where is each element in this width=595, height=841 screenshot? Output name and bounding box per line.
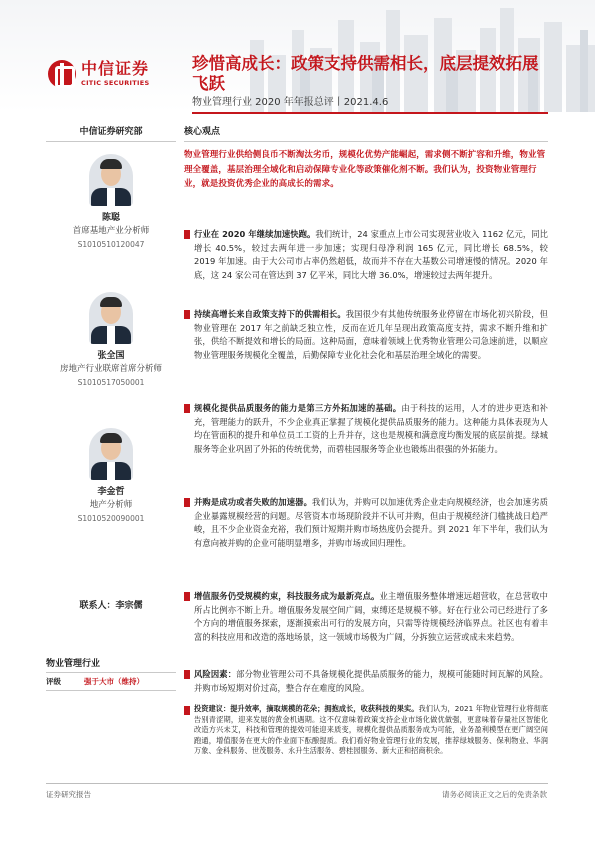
industry-rating-box: [46, 656, 176, 691]
footer-disclaimer-note: 请务必阅读正文之后的免责条款: [442, 790, 547, 799]
analyst-photo: [89, 292, 133, 344]
paragraph-body: 我国很少有其他传统服务业停留在市场化初兴阶段，但物业管理在 2017 年之前缺乏独立性，反而在近几年呈现出政策高度支持，需求不断升维和扩张，供给不断提效和增长的局面。这种局面，意味着领域上优秀物业管理公司急速前进，以顺应物业管理服务规模化全覆盖，后勤保障专业化社会化和基层治理全域化的需要。: [194, 309, 548, 360]
key-point-paragraph: [184, 402, 548, 456]
analyst-role: 房地产行业联席首席分析师: [59, 364, 162, 374]
analyst-card: [46, 154, 176, 249]
rating-row: [46, 676, 176, 691]
company-logo: [48, 60, 149, 88]
analyst-license-id: S1010510120047: [77, 240, 145, 249]
analyst-name: 陈聪: [101, 213, 120, 223]
analyst-role: 地产分析师: [89, 500, 133, 510]
analyst-card: [46, 428, 176, 523]
logo-chinese-name: 中信证券: [81, 59, 150, 79]
analyst-name: 张全国: [97, 351, 125, 361]
paragraph-body: 业主增值服务整体增速远超营收，在总营收中所占比例亦不断上升。增值服务发展空间广阔，束缚还是规模不够。好在行业公司已经进行了多个方向的增值服务探索，逐渐摸索出可行的发展方向，只需等待规模经济临界点。社区也有着丰富的科技应用和改造的落地场景，这一领域市场极为广阔，分拆独立运营或成未来趋势。: [194, 591, 548, 642]
left-sidebar: [46, 124, 176, 142]
footer-report-type: 证券研究报告: [46, 790, 91, 799]
logo-english-name: CITIC SECURITIES: [81, 79, 150, 88]
analyst-license-id: S1010520090001: [77, 514, 145, 523]
analyst-card: [46, 292, 176, 387]
paragraph-lead: 增值服务仍受规模约束，科技服务成为最新亮点。: [194, 591, 380, 601]
analyst-photo: [89, 428, 133, 480]
header-banner: [0, 0, 595, 112]
analyst-photo: [89, 154, 133, 206]
paragraph-body: 我们认为，并购可以加速优秀企业走向规模经济，也会加速劣质企业暴露规模经营的问题。尽管资本市场现阶段并不认可并购，但由于规模经济门槛挑战日趋严峻，且不少企业资金充裕，我们预计短期并购市场热度仍会提升。到 2021 年下半年，我们认为有意向被并购的企业可能明显增多，并购市场或回归理性。: [194, 497, 548, 548]
key-point-paragraph: [184, 496, 548, 550]
key-point-paragraph: [184, 228, 548, 282]
paragraph-lead: 行业在 2020 年继续加速快跑。: [194, 229, 316, 239]
bullet-marker: [184, 310, 190, 319]
summary-paragraph: 物业管理行业供给侧良币不断淘汰劣币，规模化优势产能崛起，需求侧不断扩容和升维，物业管理全覆盖，基层治理全域化和启动保障专业化等政策催化剂不断。我们认为，投资物业管理行业，就是投资优秀企业的高成长的需求。: [184, 150, 546, 189]
rating-label: 评级: [46, 677, 61, 686]
key-point-paragraph: [184, 704, 548, 757]
title-divider: [192, 112, 548, 114]
paragraph-lead: 规模化提供品质服务的能力是第三方外拓加速的基础。: [194, 403, 402, 413]
paragraph-lead: 风险因素：: [194, 669, 237, 679]
paragraph-body: 我们认为，2021 年物业管理行业将彻底告别青涩期，迎来发展的黄金机遇期。这不仅意味着政策支持企业市场化做优做强，更意味着存量社区智能化改造方兴未艾，科技和管理的提效可能迎来质变，规模化提供品质服务成为可能，业务盈利模型在更广阔空间跑通，增值服务在更大的作业面下酝酿提质。我们看好物业管理行业的发展，推荐绿城服务、保利物业、华润万象、金科服务、世茂服务、永升生活服务、碧桂园服务、新大正和招商积余。: [194, 704, 548, 756]
bullet-marker: [184, 404, 190, 413]
bullet-marker: [184, 592, 190, 601]
key-point-paragraph: [184, 668, 548, 695]
bullet-marker: [184, 230, 190, 239]
key-point-paragraph: [184, 308, 548, 362]
industry-name: 物业管理行业: [46, 656, 176, 673]
footer-divider: [46, 783, 548, 784]
analyst-name: 李金哲: [97, 487, 125, 497]
citic-logo-icon: [48, 60, 76, 88]
report-subtitle: 物业管理行业 2020 年年报总评丨2021.4.6: [192, 97, 389, 108]
research-department: 中信证券研究部: [46, 124, 176, 142]
paragraph-lead: 持续高增长来自政策支持下的供需相长。: [194, 309, 346, 319]
contact-person: 联系人：李宗儒: [79, 601, 143, 611]
main-content: [184, 124, 548, 192]
analyst-license-id: S1010517050001: [77, 378, 145, 387]
paragraph-lead: 投资建议：提升效率，摘取规模的花朵；拥抱成长，收获科技的果实。: [194, 704, 419, 713]
paragraph-body: 由于科技的运用，人才的进步更迭和补充，管理能力的跃升，不少企业真正掌握了规模化提供品质服务的能力。这种能力具体表现为人均在管面积的提升和单位员工工资的上升并存，这也是规模和满意度均衡发展的底层前提。绿城服务等企业巩固了外拓的传统优势，而碧桂园服务等企业也锻炼出很强的外拓能力。: [194, 403, 548, 454]
analyst-role: 首席基地产业分析师: [72, 226, 150, 236]
bullet-marker: [184, 706, 190, 715]
bullet-marker: [184, 670, 190, 679]
report-title-block: [192, 54, 552, 109]
key-point-paragraph: [184, 590, 548, 644]
paragraph-body: 部分物业管理公司不具备规模化提供品质服务的能力，规模可能随时间瓦解的风险。并购市场短期对价过高，整合存在难度的风险。: [194, 669, 548, 693]
section-heading: 核心观点: [184, 124, 548, 142]
bullet-marker: [184, 498, 190, 507]
report-title: 珍惜高成长：政策支持供需相长，底层提效拓展飞跃: [192, 54, 539, 93]
paragraph-body: 我们统计，24 家重点上市公司实现营业收入 1162 亿元，同比增长 40.5%，较过去两年进一步加速；实现归母净利润 165 亿元，同比增长 68.5%，较 2019 年加速。由于大公司市占率仍然超低，故而并不存在大基数公司增速慢的情况。2020 年底，这 24 家公司在管达到 37 亿平米，同比大增 36.0%，增速较过去两年提升。: [194, 229, 548, 280]
paragraph-lead: 并购是成功或者失败的加速器。: [194, 497, 313, 507]
rating-value: 强于大市（维持）: [84, 677, 144, 686]
